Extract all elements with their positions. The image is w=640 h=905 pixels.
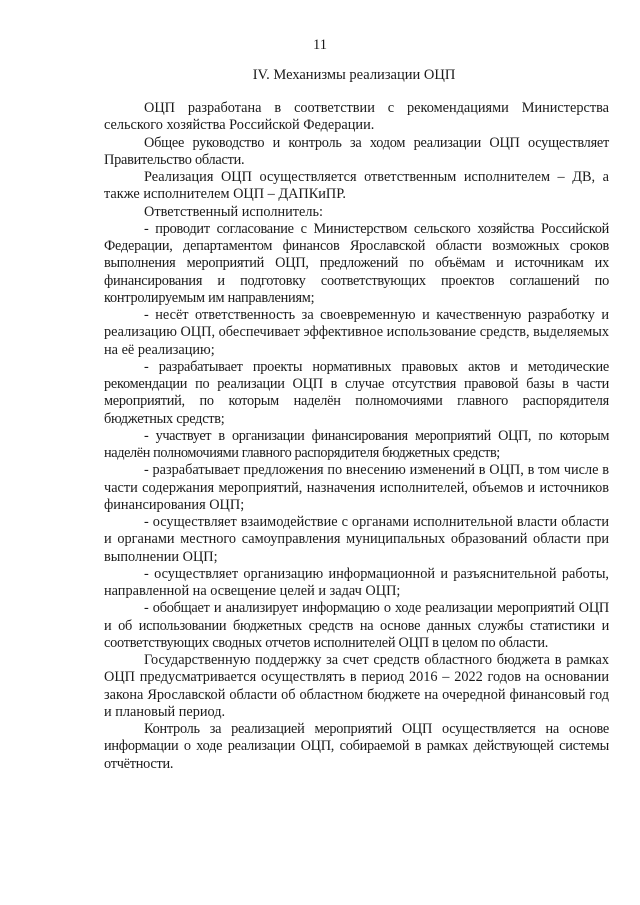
- paragraph: Реализация ОЦП осуществляется ответственным исполнителем – ДВ, а также исполнителем ОЦП – ДАПКиПР.: [104, 169, 609, 203]
- paragraph: - обобщает и анализирует информацию о ходе реализации мероприятий ОЦП и об использовании бюджетных средств на основе данных службы статистики и соответствующих сводных отчетов исполнителей ОЦП в целом по области.: [104, 600, 609, 651]
- paragraph: - разрабатывает проекты нормативных правовых актов и методические рекомендации по реализации ОЦП в случае отсутствия правовой базы в части мероприятий, по которым наделён полномочиями главного распорядителя бюджетных средств;: [104, 358, 609, 427]
- body-text: [104, 100, 609, 773]
- paragraph: ОЦП разработана в соответствии с рекомендациями Министерства сельского хозяйства Российской Федерации.: [104, 100, 609, 134]
- paragraph: - несёт ответственность за своевременную и качественную разработку и реализацию ОЦП, обеспечивает эффективное использование средств, выделяемых на её реализацию;: [104, 307, 609, 358]
- paragraph: - осуществляет организацию информационной и разъяснительной работы, направленной на освещение целей и задач ОЦП;: [104, 565, 609, 599]
- paragraph: - проводит согласование с Министерством сельского хозяйства Российской Федерации, департаментом финансов Ярославской области возможных сроков выполнения мероприятий ОЦП, предложений по объёмам и источникам их финансирования и подготовку соответствующих проектов соглашений по контролируемым им направлениям;: [104, 220, 609, 306]
- paragraph: - разрабатывает предложения по внесению изменений в ОЦП, в том числе в части содержания мероприятий, назначения исполнителей, объемов и источников финансирования ОЦП;: [104, 462, 609, 513]
- paragraph: - участвует в организации финансирования мероприятий ОЦП, по которым наделён полномочиями главного распорядителя бюджетных средств;: [104, 427, 609, 461]
- page-number: 11: [313, 37, 327, 53]
- paragraph: Общее руководство и контроль за ходом реализации ОЦП осуществляет Правительство области.: [104, 134, 609, 168]
- paragraph: Ответственный исполнитель:: [144, 203, 324, 220]
- paragraph: Государственную поддержку за счет средств областного бюджета в рамках ОЦП предусматривается осуществлять в период 2016 – 2022 годов на основании закона Ярославской области об областном бюджете на очередной финансовый год и плановый период.: [104, 652, 609, 720]
- paragraph: - осуществляет взаимодействие с органами исполнительной власти области и органами местного самоуправления муниципальных образований области при выполнении ОЦП;: [104, 514, 609, 565]
- section-title: IV. Механизмы реализации ОЦП: [252, 67, 456, 83]
- paragraph: Контроль за реализацией мероприятий ОЦП осуществляется на основе информации о ходе реализации ОЦП, собираемой в рамках действующей системы отчётности.: [104, 721, 609, 772]
